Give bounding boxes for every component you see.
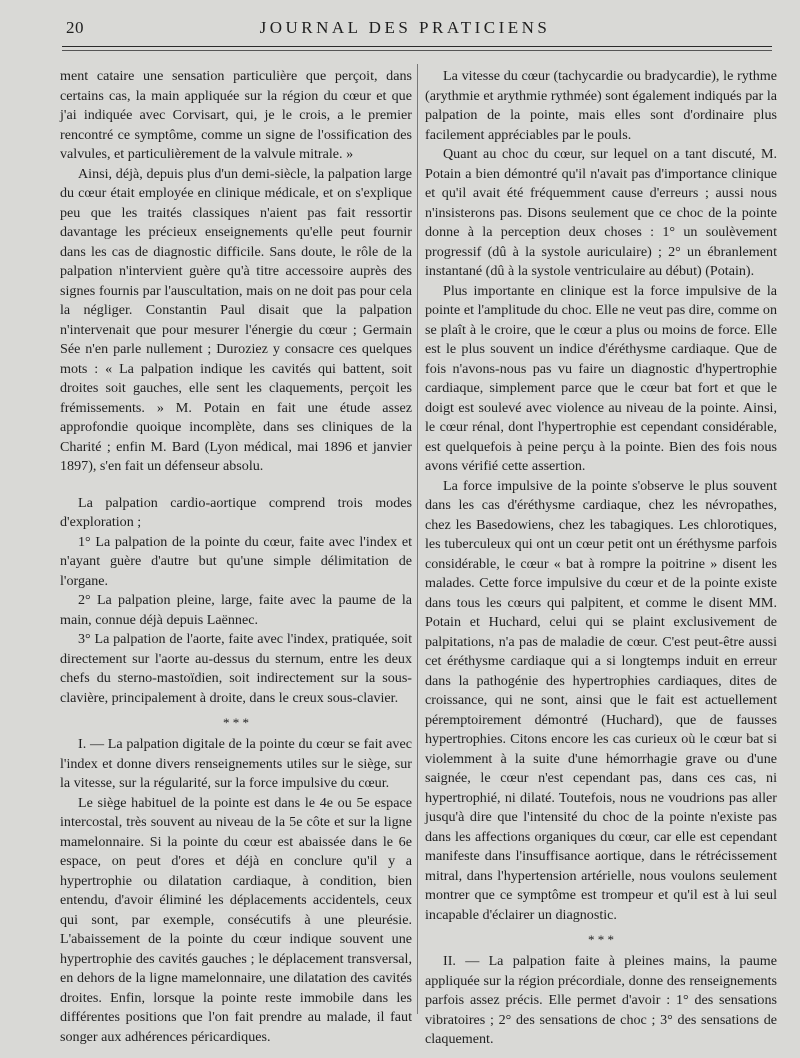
paragraph: La vitesse du cœur (tachycardie ou bradycardie), le rythme (arythmie et arythmie rythmée) sont également indiqués par la palpation de la pointe, mais elles sont d'ordinaire plus facilement appréciables par le pouls. [425,68,777,143]
header-rule [62,46,772,47]
paragraph: 3° La palpation de l'aorte, faite avec l'index, pratiquée, soit directement sur l'aorte au-dessus du sternum, entre les deux chefs du sterno-mastoïdien, soit indirectement sur la sous-clavière, principalement à droite, dans le creux sous-clavier. [60,631,412,706]
paragraph: Ainsi, déjà, depuis plus d'un demi-siècle, la palpation large du cœur était employée en clinique médicale, et on s'explique peu que les traités classiques n'aient pas fait ressortir davantage les précieux enseignements qu'elle peut fournir dans les cas de diagnostic difficile. Sans doute, le rôle de la palpation n'intervient guère qu'à titre accessoire auprès des signes fournis par l'auscultation, mais on ne doit pas pour cela la négliger. Constantin Paul disait que la palpation n'intervenait que pour mesurer l'énergie du cœur ; Germain Sée n'en parle nullement ; Duroziez y consacre ces quelques mots : « La palpation indique les cavités qui battent, soit droites soit gauches, elle sent les claquements, perçoit les frémissements. » M. Potain en fait une étude assez approfondie quoique incomplète, dans ses cliniques de la Charité ; enfin M. Bard (Lyon médical, mai 1896 et janvier 1897), s'en fait un défenseur absolu. [60,165,412,474]
paragraph: Plus importante en clinique est la force impulsive de la pointe et l'amplitude du choc. Elle ne veut pas dire, comme on se plaît à le croire, que le cœur a plus ou moins de force. Elle est le plus souvent un indice d'éréthysme cardiaque. Que de fois n'avons-nous pas vu faire un diagnostic d'hypertrophie cardiaque, simplement parce que le cœur bat fort et que le doigt est soulevé avec violence au niveau de la pointe. Ainsi, le cœur rénal, dont l'hypertrophie est cependant considérable, est quelquefois à peine perçu à la pointe. Bien des fois nous avons vérifié cette assertion. [425,282,777,474]
header-rule-thin [62,50,772,51]
journal-title: JOURNAL DES PRATICIENS [259,18,551,37]
paragraph: II. — La palpation faite à pleines mains, la paume appliquée sur la région précordiale, donne des renseignements parfois assez précis. Elle permet d'avoir : 1° des sensations vibratoires ; 2° des sensations de choc ; 3° des sensations de claquement. [425,953,777,1047]
paragraph: La force impulsive de la pointe s'observe le plus souvent dans les cas d'éréthysme cardiaque, chez les névropathes, chez les Basedowiens, chez les tabagiques. Les chlorotiques, les tuberculeux qui ont un cœur petit ont un éréthysme parfois considérable, le cœur « bat à rompre la poitrine » disent les malades. Cette force impulsive du cœur et de la pointe existe dans tous les cœurs qui palpitent, et comme le disent MM. Potain et Huchard, celui qui se plaint exclusivement de palpitations, n'a pas de maladie de cœur. C'est peut-être aussi cet éréthysme cardiaque qui a si longtemps induit en erreur dans la pathogénie des hypertrophies cardiaques, dites de croissance, qui ne sont, ainsi que le fait est actuellement péremptoirement démontré (Huchard), que de fausses hypertrophies. Citons encore les cas curieux où le cœur bat si violemment à la suite d'une hémorrhagie grave ou d'une saignée, le cœur n'est cependant pas, dans ces cas, ni hypertrophié, ni dilaté. Toutefois, nous ne voudrions pas aller jusqu'à dire que l'intensité du choc de la pointe n'existe pas dans les affections organiques du cœur, car elle est cependant manifeste dans l'insuffisance aortique, dans le rétrécissement mitral, dans l'hypertension artérielle, nous voulons seulement montrer que ce symptôme est trompeur et qu'il est à lui seul incapable d'éclairer un diagnostic. [425,477,777,923]
right-column [425,67,777,1050]
left-column [60,67,412,1047]
page-number: 20 [66,18,84,37]
section-separator: * * * [223,715,249,730]
paragraph: La palpation cardio-aortique comprend trois modes d'exploration ; [60,494,412,530]
column-divider [417,64,418,1014]
paragraph: 1° La palpation de la pointe du cœur, faite avec l'index et n'ayant guère d'autre but qu'une simple délimitation de l'organe. [60,533,412,589]
paragraph: 2° La palpation pleine, large, faite avec la paume de la main, connue déjà depuis Laënnec. [60,592,412,628]
paragraph: ment cataire une sensation particulière que perçoit, dans certains cas, la main appliquée sur la région du cœur et que j'ai indiquée avec Corvisart, qui, je le crois, a le premier rencontré ce symptôme, comme un signe de l'ossification des valvules, et particulièrement de la valvule mitrale. » [60,68,412,162]
section-separator: * * * [588,932,614,947]
paragraph: I. — La palpation digitale de la pointe du cœur se fait avec l'index et donne divers renseignements utiles sur le siège, sur la vitesse, sur la régularité, sur la force impulsive du cœur. [60,736,412,791]
paragraph: Quant au choc du cœur, sur lequel on a tant discuté, M. Potain a bien démontré qu'il n'avait pas d'importance clinique et qu'il avait été fréquemment cause d'erreurs ; aussi nous n'insisterons pas. Disons seulement que ce choc de la pointe donne à la perception deux choses : 1° un soulèvement progressif (dû à la systole auriculaire) ; 2° un ébranlement instantané (dû à la systole ventriculaire au début) (Potain). [425,146,777,279]
paragraph: Le siège habituel de la pointe est dans le 4e ou 5e espace intercostal, très souvent au niveau de la 5e côte et sur la ligne mamelonnaire. Si la pointe du cœur est abaissée dans le 6e espace, on peut d'ores et déjà en conclure qu'il y a hypertrophie ou dilatation cardiaque, à condition, bien entendu, d'avoir éliminé les déplacements accidentels, ceux qui sont, par exemple, consécutifs à une pleurésie. L'abaissement de la pointe du cœur indique souvent une hypertrophie des cavités gauches ; le déplacement transversal, en dehors de la ligne mamelonnaire, une dilatation des cavités droites. Enfin, lorsque la pointe reste immobile dans les différentes positions que l'on fait prendre au malade, il faut songer aux adhérences péricardiques. [60,794,412,1045]
